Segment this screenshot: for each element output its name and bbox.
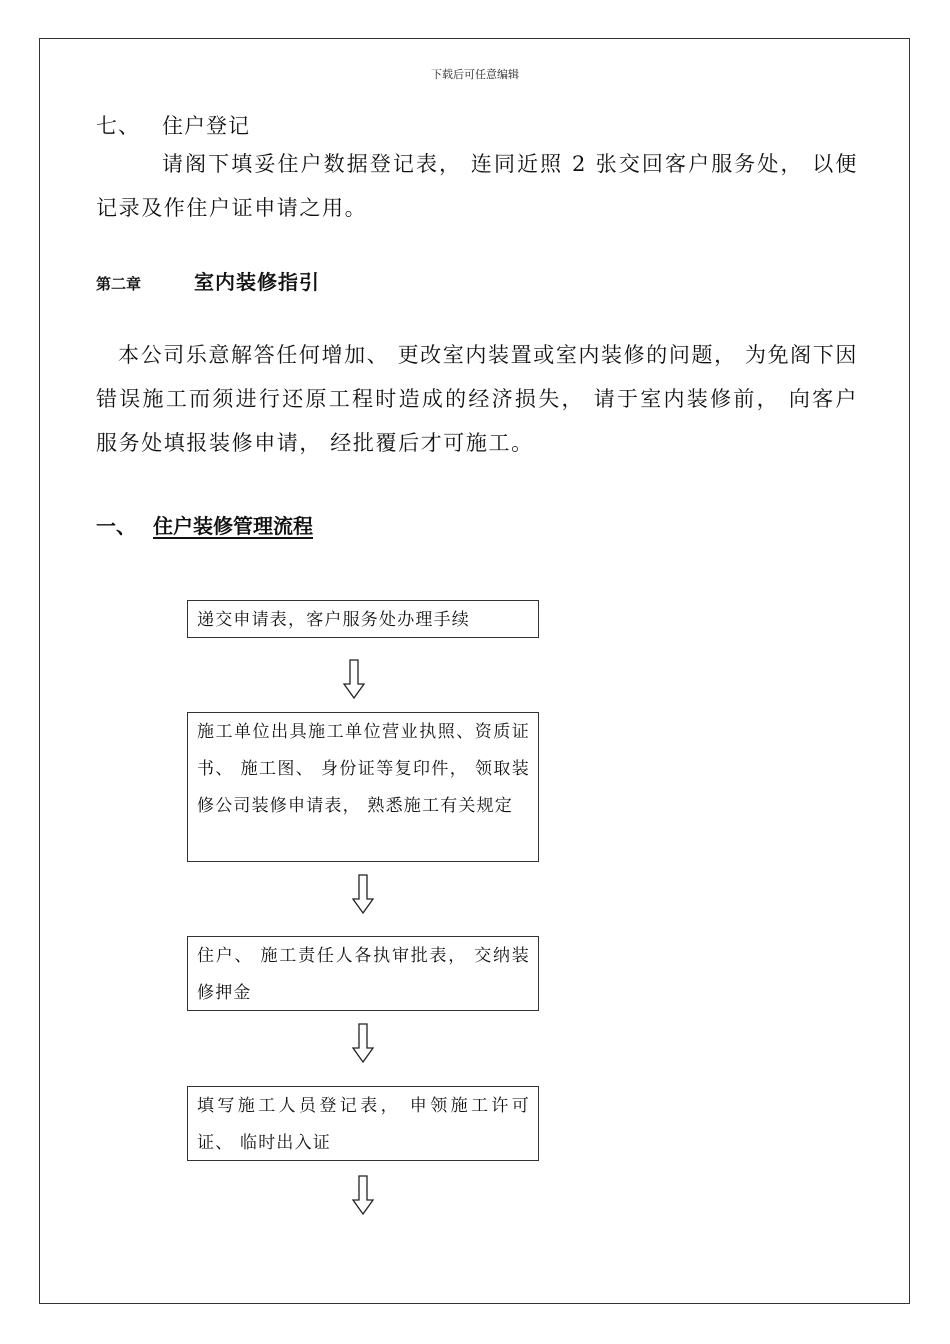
- down-arrow-icon: [352, 874, 374, 914]
- down-arrow-icon: [352, 1175, 374, 1215]
- flow-step-4: 填写施工人员登记表， 申领施工许可证、 临时出入证: [187, 1086, 539, 1161]
- down-arrow-icon: [343, 659, 365, 699]
- header-note: 下载后可任意编辑: [431, 68, 519, 81]
- section-one-heading: [96, 510, 313, 539]
- section-seven-heading: [96, 110, 250, 140]
- flow-step-2: 施工单位出具施工单位营业执照、资质证书、 施工图、 身份证等复印件， 领取装修公司装修申请表， 熟悉施工有关规定: [187, 712, 539, 862]
- chapter-paragraph: 本公司乐意解答任何增加、 更改室内装置或室内装修的问题， 为免阁下因错误施工而须进行还原工程时造成的经济损失， 请于室内装修前， 向客户服务处填报装修申请， 经批覆后才可施工。: [96, 343, 858, 455]
- section-seven-title: 住户登记: [162, 114, 250, 138]
- chapter-heading: [96, 266, 320, 295]
- chapter-number: 第二章: [96, 275, 142, 293]
- flow-step-1: 递交申请表，客户服务处办理手续: [187, 600, 539, 638]
- section-one-title: 住户装修管理流程: [153, 514, 313, 538]
- chapter-title: 室内装修指引: [194, 270, 320, 294]
- flow-step-3: 住户、 施工责任人各执审批表， 交纳装修押金: [187, 936, 539, 1011]
- section-one-number: 一、: [96, 514, 136, 538]
- down-arrow-icon: [352, 1023, 374, 1063]
- section-seven-paragraph: 请阁下填妥住户数据登记表， 连同近照 2 张交回客户服务处， 以便记录及作住户证申请之用。: [96, 152, 858, 220]
- section-seven-number: 七、: [96, 114, 140, 138]
